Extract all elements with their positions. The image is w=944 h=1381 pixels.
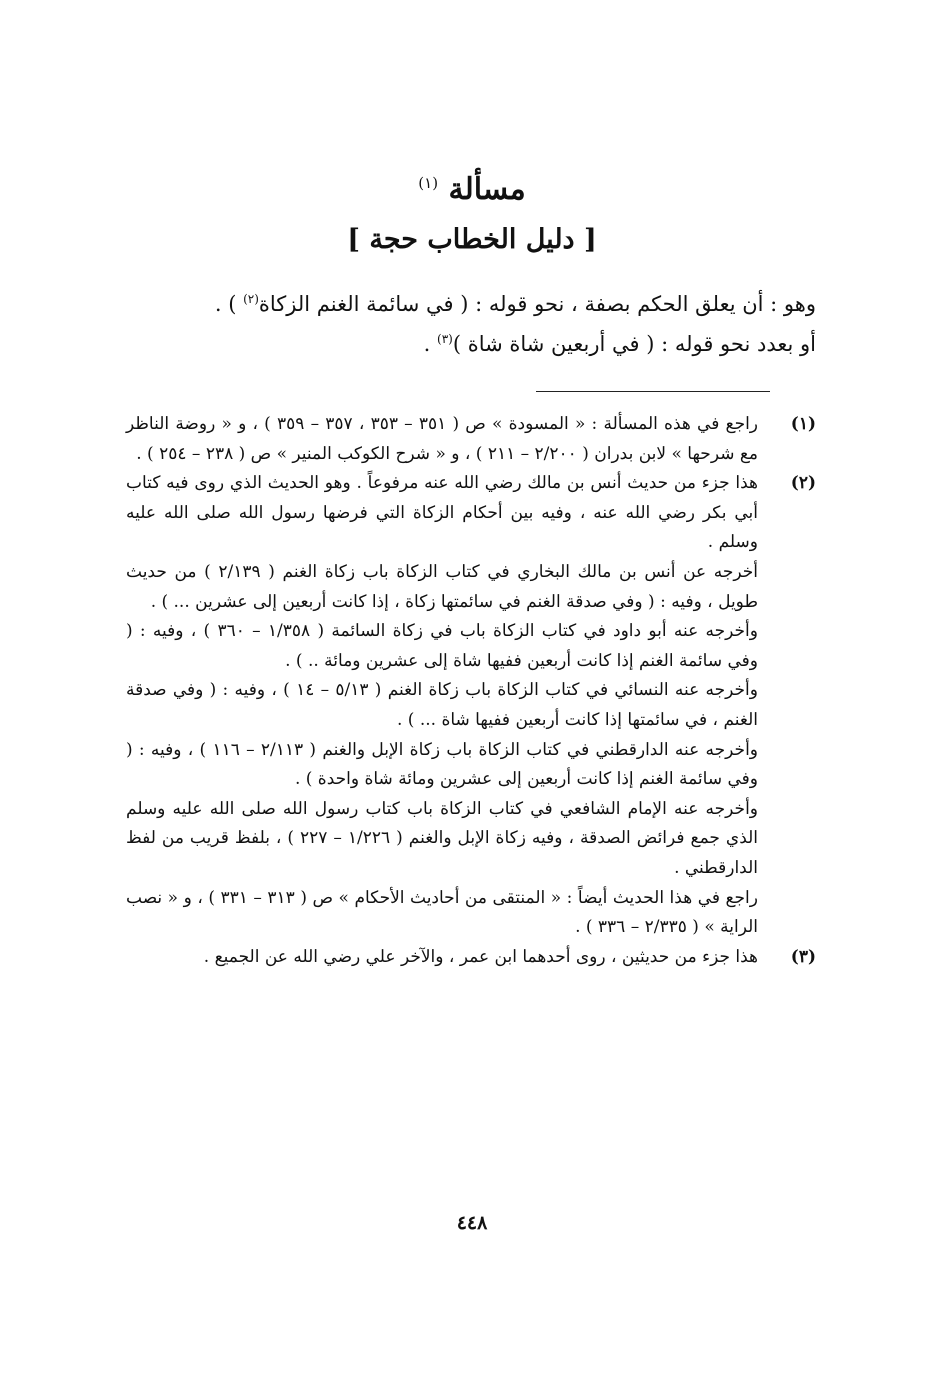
title-footnote-ref: (١) <box>418 174 439 192</box>
page-title <box>0 170 944 210</box>
line1-end: ) . <box>214 292 244 316</box>
line2-end: . <box>423 332 438 356</box>
footnote-3 <box>126 943 816 973</box>
footnote-paragraph: وأخرجه عنه النسائي في كتاب الزكاة باب زكاة الغنم ( ٥/١٣ – ١٤ ) ، وفيه : ( وفي صدقة الغنم ، في سائمتها إذا كانت أربعين ففيها شاة ... ) . <box>126 680 758 730</box>
line2-text: أو بعدد نحو قوله : ( في أربعين شاة شاة ) <box>452 332 816 356</box>
main-text-line-1 <box>126 284 816 324</box>
footnotes <box>126 410 816 972</box>
title-text: مسألة <box>448 172 526 207</box>
footnote-paragraph: هذا جزء من حديثين ، روى أحدهما ابن عمر ، والآخر علي رضي الله عن الجميع . <box>203 946 758 967</box>
footnote-number: (٣) <box>790 946 816 967</box>
footnote-paragraph: أخرجه عن أنس بن مالك البخاري في كتاب الزكاة باب زكاة الغنم ( ٢/١٣٩ ) من حديث طويل ، وفيه : ( وفي صدقة الغنم في سائمتها زكاة ، إذا كانت أربعين إلى عشرين ... ) . <box>126 561 759 612</box>
footnote-number: (٢) <box>790 473 816 494</box>
main-text-line-2 <box>126 324 816 364</box>
page-number: ٤٤٨ <box>456 1212 488 1234</box>
footnote-paragraph: هذا جزء من حديث أنس بن مالك رضي الله عنه مرفوعاً . وهو الحديث الذي روى فيه كتاب أبي بكر رضي الله عنه ، وفيه بين أحكام الزكاة التي فرضها رسول الله صلى الله عليه وسلم . <box>126 473 758 553</box>
footnote-1 <box>126 410 816 469</box>
footnote-paragraph: وأخرجه عنه الدارقطني في كتاب الزكاة باب زكاة الإبل والغنم ( ٢/١١٣ – ١١٦ ) ، وفيه : ( وفي سائمة الغنم إذا كانت أربعين إلى عشرين ومائة شاة واحدة ) . <box>126 739 759 790</box>
footnote-paragraph: وأخرجه عنه أبو داود في كتاب الزكاة باب في زكاة السائمة ( ١/٣٥٨ – ٣٦٠ ) ، وفيه : ( وفي سائمة الغنم إذا كانت أربعين ففيها شاة إلى عشرين ومائة .. ) . <box>126 621 758 671</box>
page-subtitle: [ دليل الخطاب حجة ] <box>347 224 597 255</box>
footnote-ref-3: (٣) <box>437 332 453 346</box>
footnote-paragraph: راجع في هذه المسألة : « المسودة » ص ( ٣٥١ – ٣٥٣ ، ٣٥٧ – ٣٥٩ ) ، و « روضة الناظر مع شرحها » لابن بدران ( ٢/٢٠٠ – ٢١١ ) ، و « شرح الكوكب المنير » ص ( ٢٣٨ – ٢٥٤ ) . <box>126 414 759 464</box>
footnote-2 <box>126 469 816 943</box>
footnote-ref-2: (٢) <box>243 292 259 306</box>
footnote-separator <box>536 391 770 392</box>
footnote-paragraph: وأخرجه عنه الإمام الشافعي في كتاب الزكاة باب كتاب رسول الله صلى الله عليه وسلم الذي جمع فرائض الصدقة ، وفيه زكاة الإبل والغنم ( ١/٢٢٦ – ٢٢٧ ) ، بلفظ قريب من لفظ الدارقطني . <box>126 798 759 878</box>
footnote-number: (١) <box>790 414 816 434</box>
main-text <box>126 284 816 364</box>
footnote-paragraph: راجع في هذا الحديث أيضاً : « المنتقى من أحاديث الأحكام » ص ( ٣١٣ – ٣٣١ ) ، و « نصب الراية » ( ٢/٣٣٥ – ٣٣٦ ) . <box>126 887 758 938</box>
line1-text: وهو : أن يعلق الحكم بصفة ، نحو قوله : ( في سائمة الغنم الزكاة <box>258 292 816 316</box>
